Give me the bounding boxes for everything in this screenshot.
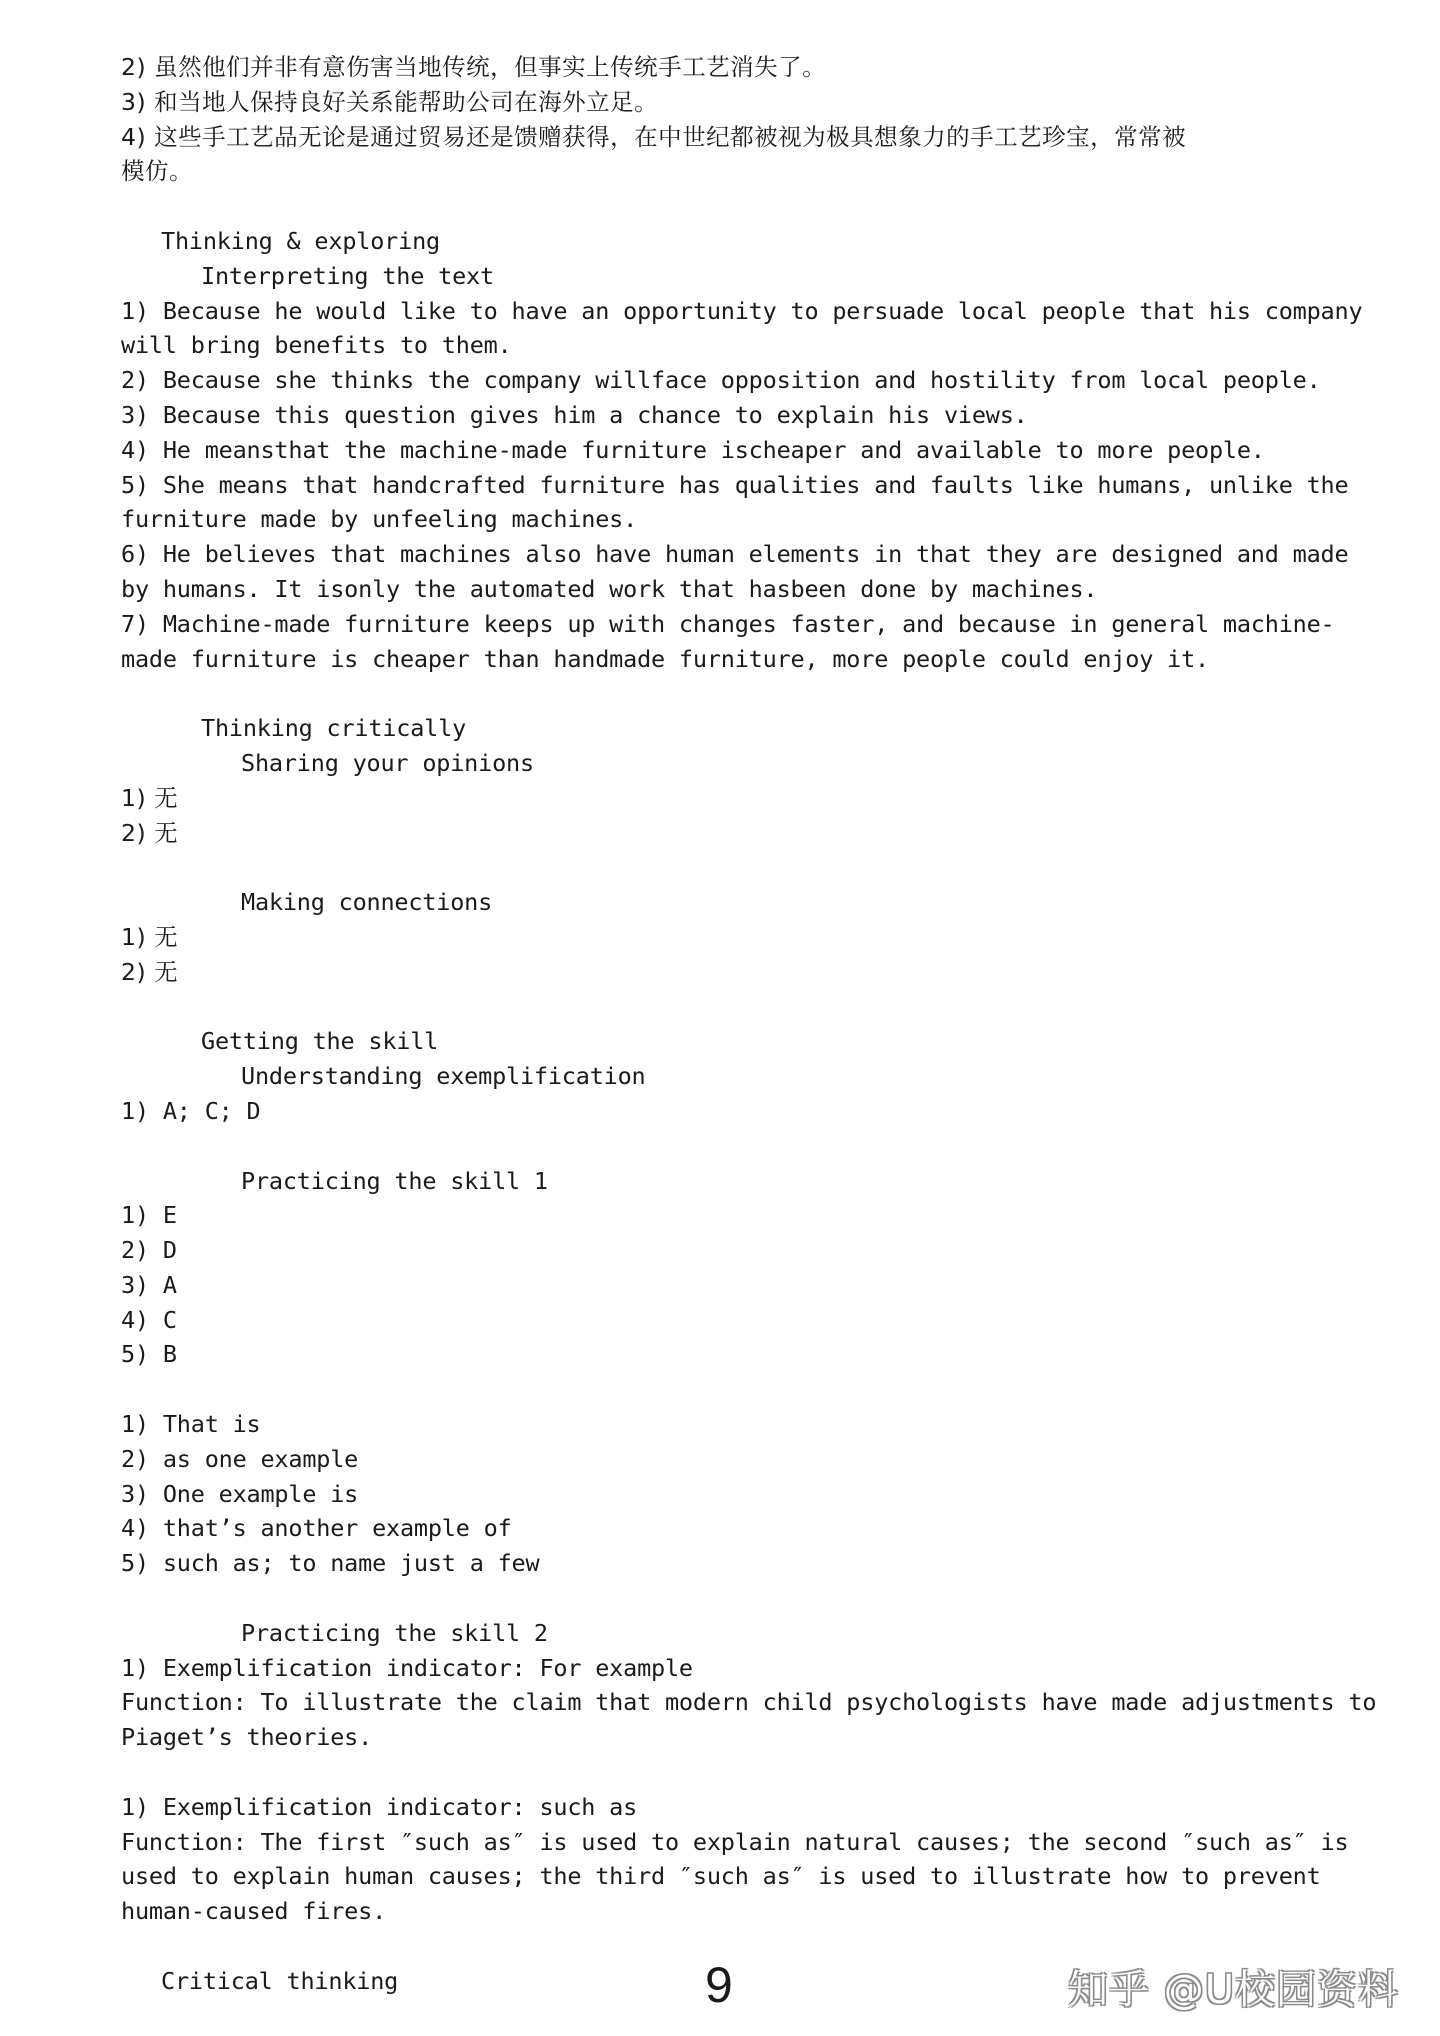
text-line: furniture made by unfeeling machines. xyxy=(121,505,638,534)
text-line: human-caused fires. xyxy=(121,1897,387,1926)
blank-line xyxy=(121,189,1341,224)
text-line: Function: To illustrate the claim that modern child psychologists have made adjustments to xyxy=(121,1688,1377,1717)
text-line: made furniture is cheaper than handmade furniture, more people could enjoy it. xyxy=(121,644,1209,673)
text-line: 5) She means that handcrafted furniture has qualities and faults like humans, unlike the xyxy=(121,470,1349,499)
text-line: 2) D xyxy=(121,1236,177,1265)
text-line: used to explain human causes; the third ″such as″ is used to illustrate how to prevent xyxy=(121,1862,1321,1891)
text-line: 3) One example is xyxy=(121,1479,359,1508)
section-heading: Making connections xyxy=(241,888,493,917)
text-line: 4) that’s another example of xyxy=(121,1514,512,1543)
text-line: Piaget’s theories. xyxy=(121,1723,373,1752)
text-line: 3) A xyxy=(121,1270,177,1299)
text-line: 1) Exemplification indicator: For example xyxy=(121,1653,693,1682)
blank-line xyxy=(121,990,1341,1025)
text-line: 模仿。 xyxy=(121,157,193,186)
text-line: 2) 无 xyxy=(121,818,179,847)
text-line: 1) 无 xyxy=(121,783,179,812)
section-heading: Sharing your opinions xyxy=(241,748,534,777)
text-line: 4) 这些手工艺品无论是通过贸易还是馈赠获得，在中世纪都被视为极具想象力的手工艺珍宝，常常被 xyxy=(121,122,1187,151)
text-line: 3) 和当地人保持良好关系能帮助公司在海外立足。 xyxy=(121,87,659,116)
text-line: 4) C xyxy=(121,1305,177,1334)
section-heading: Critical thinking xyxy=(161,1966,399,1995)
text-line: 2) 虽然他们并非有意伤害当地传统，但事实上传统手工艺消失了。 xyxy=(121,53,827,81)
text-line: by humans. It isonly the automated work that hasbeen done by machines. xyxy=(121,574,1098,603)
section-heading: Thinking & exploring xyxy=(161,226,440,255)
section-heading: Practicing the skill 1 xyxy=(241,1166,548,1195)
text-line: will bring benefits to them. xyxy=(121,331,512,360)
blank-line xyxy=(121,676,1341,711)
document-body xyxy=(121,50,1377,1999)
section-heading: Understanding exemplification xyxy=(241,1062,646,1091)
text-line: 1) Because he would like to have an opportunity to persuade local people that his company xyxy=(121,296,1363,325)
blank-line xyxy=(121,1581,1341,1616)
blank-line xyxy=(121,850,1341,885)
text-line: 4) He meansthat the machine-made furniture ischeaper and available to more people. xyxy=(121,435,1265,464)
text-line: 2) as one example xyxy=(121,1444,359,1473)
text-line: 1) 无 xyxy=(121,922,179,951)
text-line: 2) Because she thinks the company willface opposition and hostility from local people. xyxy=(121,366,1321,395)
blank-line xyxy=(121,1129,1341,1164)
text-line: 1) That is xyxy=(121,1410,261,1439)
text-line: 5) such as; to name just a few xyxy=(121,1549,540,1578)
text-line: 1) E xyxy=(121,1201,177,1230)
section-heading: Getting the skill xyxy=(201,1027,439,1056)
blank-line xyxy=(121,1755,1341,1790)
text-line: 1) A; C; D xyxy=(121,1096,261,1125)
blank-line xyxy=(121,1372,1341,1407)
watermark: 知乎 @U校园资料 xyxy=(1068,1967,1399,2013)
text-line: 7) Machine-made furniture keeps up with changes faster, and because in general machine- xyxy=(121,609,1335,638)
section-heading: Thinking critically xyxy=(201,714,467,743)
text-line: 5) B xyxy=(121,1340,177,1369)
section-heading: Practicing the skill 2 xyxy=(241,1618,548,1647)
text-line: 6) He believes that machines also have human elements in that they are designed and made xyxy=(121,540,1349,569)
text-line: 3) Because this question gives him a chance to explain his views. xyxy=(121,400,1028,429)
text-line: 2) 无 xyxy=(121,957,179,986)
section-heading: Interpreting the text xyxy=(201,261,494,290)
text-line: 1) Exemplification indicator: such as xyxy=(121,1792,638,1821)
text-line: Function: The first ″such as″ is used to explain natural causes; the second ″such as″ is xyxy=(121,1827,1349,1856)
page-number: 9 xyxy=(705,1957,733,2013)
